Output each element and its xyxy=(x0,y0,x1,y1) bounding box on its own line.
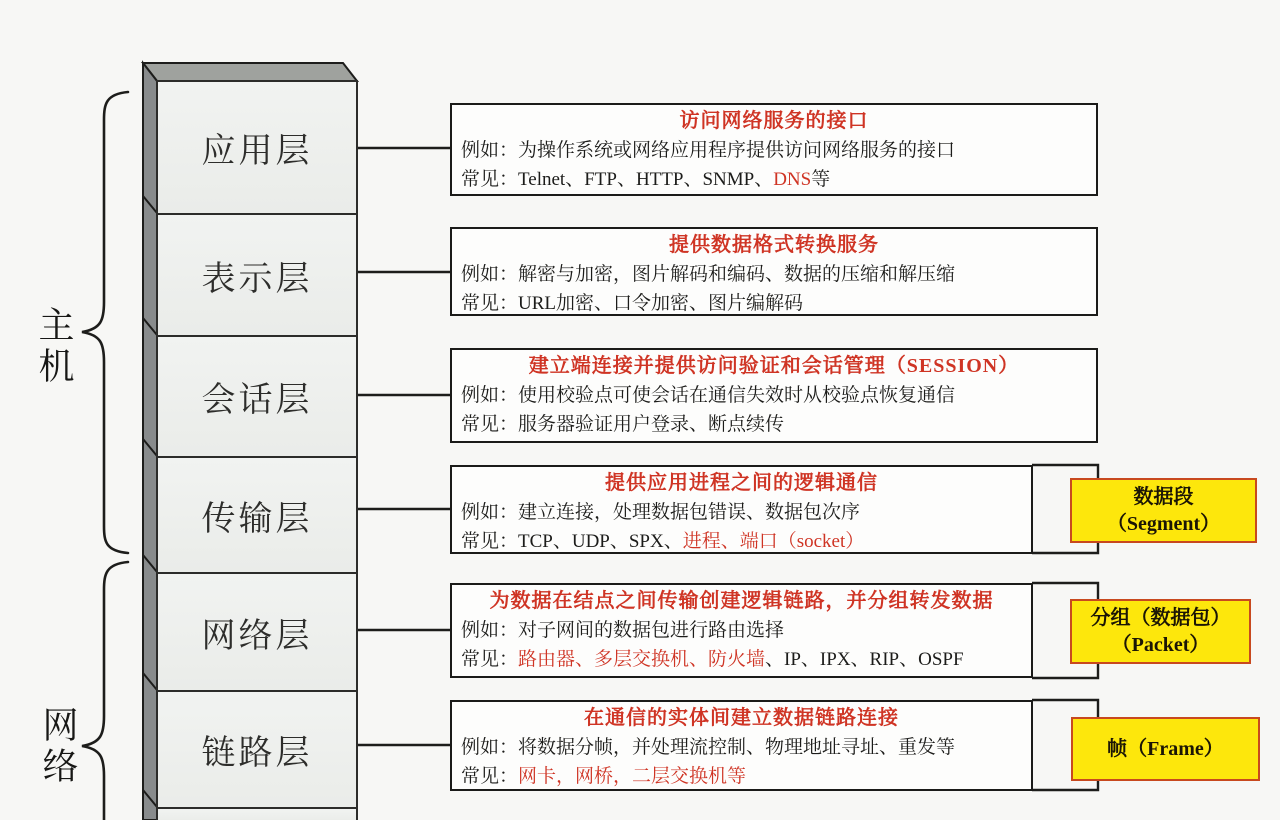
desc-box-link xyxy=(450,700,1033,791)
desc-example-row xyxy=(461,733,1022,762)
text-segment: 、IP、IPX、RIP、OSPF xyxy=(765,649,964,670)
layer-box-session xyxy=(156,335,358,458)
layer-label: 应用层 xyxy=(201,133,313,170)
text-segment: 路由器、多层交换机、防火墙 xyxy=(518,649,766,670)
text-segment: 例如：解密与加密，图片解码和编码、数据的压缩和解压缩 xyxy=(461,264,956,285)
host-group-brace xyxy=(82,92,128,553)
desc-example-row xyxy=(461,136,1087,165)
text-segment: 等 xyxy=(811,169,831,190)
pdu-line: 帧（Frame） xyxy=(1107,737,1224,760)
layer-label: 会话层 xyxy=(201,382,313,419)
host-group-label: 主机 xyxy=(34,306,74,388)
desc-box-network xyxy=(450,583,1033,678)
text-segment: 常见：Telnet、FTP、HTTP、SNMP、 xyxy=(461,169,774,190)
desc-title: 提供应用进程之间的逻辑通信 xyxy=(605,472,878,494)
pdu-box-packet xyxy=(1070,599,1251,664)
desc-example-row xyxy=(461,381,1087,410)
desc-common-row xyxy=(461,762,1022,791)
text-segment: DNS xyxy=(773,169,812,190)
layer-label: 链路层 xyxy=(201,735,313,772)
desc-common-row xyxy=(461,527,1022,556)
pdu-line: 分组（数据包） xyxy=(1090,606,1231,629)
desc-box-session xyxy=(450,348,1098,443)
pdu-box-frame xyxy=(1071,717,1260,781)
layer-label: 网络层 xyxy=(201,617,313,655)
desc-title: 在通信的实体间建立数据链路连接 xyxy=(584,707,899,729)
desc-example-row xyxy=(461,260,1087,289)
text-segment: 例如：建立连接，处理数据包错误、数据包次序 xyxy=(461,502,861,523)
pdu-line: （Segment） xyxy=(1106,512,1221,535)
layer-box-physical-partial xyxy=(156,807,358,820)
text-segment: 常见：URL加密、口令加密、图片编解码 xyxy=(461,293,804,314)
desc-common-row xyxy=(461,165,1087,194)
desc-example-row xyxy=(461,498,1022,527)
desc-example-row xyxy=(461,616,1022,645)
layer-box-network xyxy=(156,572,358,692)
desc-title: 建立端连接并提供访问验证和会话管理（SESSION） xyxy=(528,355,1020,377)
desc-common-row xyxy=(461,410,1087,439)
desc-title: 为数据在结点之间传输创建逻辑链路，并分组转发数据 xyxy=(489,590,994,612)
desc-common-row xyxy=(461,289,1087,318)
pdu-line: （Packet） xyxy=(1111,633,1210,656)
text-segment: 常见：服务器验证用户登录、断点续传 xyxy=(461,414,785,435)
osi-layer-tower xyxy=(156,80,358,820)
network-group-label: 网络 xyxy=(38,706,78,788)
text-segment: 例如：使用校验点可使会话在通信失效时从校验点恢复通信 xyxy=(461,385,956,406)
desc-title: 访问网络服务的接口 xyxy=(679,110,869,132)
desc-box-application xyxy=(450,103,1098,196)
text-segment: 网卡，网桥，二层交换机等 xyxy=(518,766,747,787)
layer-box-presentation xyxy=(156,213,358,337)
desc-box-presentation xyxy=(450,227,1098,316)
desc-common-row xyxy=(461,645,1022,674)
text-segment: 例如：将数据分帧，并处理流控制、物理地址寻址、重发等 xyxy=(461,737,956,758)
layer-label: 表示层 xyxy=(201,260,313,298)
desc-title: 提供数据格式转换服务 xyxy=(669,234,879,256)
text-segment: 常见：TCP、UDP、SPX、 xyxy=(461,531,683,552)
pdu-box-segment xyxy=(1070,478,1257,543)
text-segment: 常见： xyxy=(461,766,519,787)
text-segment: 进程、端口（socket） xyxy=(682,531,865,552)
text-segment: 常见： xyxy=(461,649,519,670)
tower-top-face xyxy=(143,63,357,81)
desc-box-transport xyxy=(450,465,1033,554)
layer-box-transport xyxy=(156,456,358,574)
text-segment: 例如：对子网间的数据包进行路由选择 xyxy=(461,620,785,641)
layer-box-application xyxy=(156,80,358,215)
text-segment: 例如：为操作系统或网络应用程序提供访问网络服务的接口 xyxy=(461,140,956,161)
network-group-brace xyxy=(82,562,128,820)
layer-label: 传输层 xyxy=(201,500,313,538)
layer-box-link xyxy=(156,690,358,809)
pdu-line: 数据段 xyxy=(1133,485,1194,508)
layer-connector-lines xyxy=(357,148,450,745)
